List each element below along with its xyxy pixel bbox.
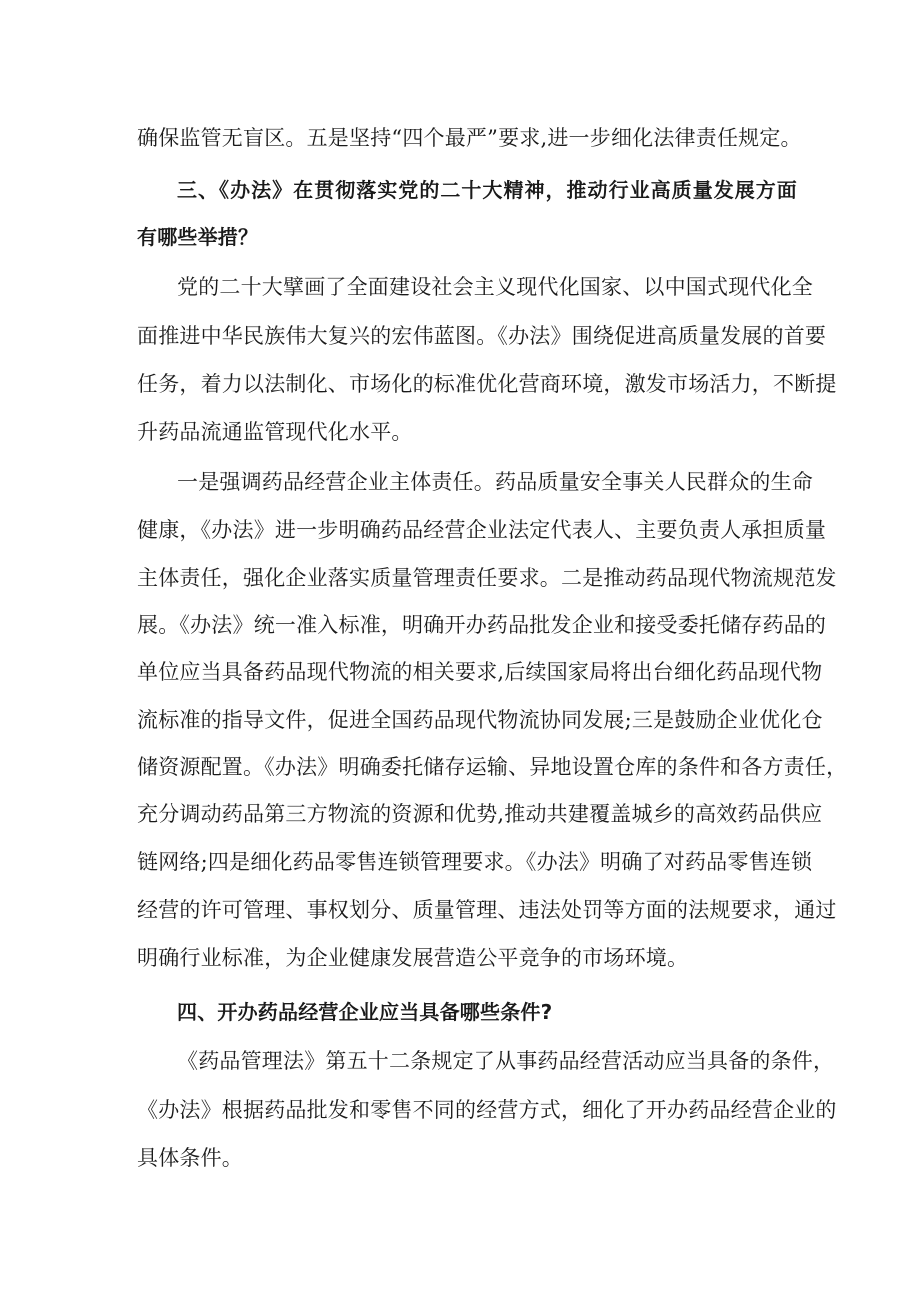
section-heading-3: 三、《办法》在贯彻落实党的二十大精神，推动行业高质量发展方面 — [177, 178, 797, 202]
paragraph-line: 《药品管理法》第五十二条规定了从事药品经营活动应当具备的条件， — [177, 1049, 835, 1073]
paragraph-line: 升药品流通监管现代化水平。 — [137, 420, 413, 444]
paragraph-line: 健康，《办法》进一步明确药品经营企业法定代表人、主要负责人承担质量 — [137, 518, 827, 542]
paragraph-line: 具体条件。 — [137, 1146, 243, 1170]
section-heading-4: 四、开办药品经营企业应当具备哪些条件? — [177, 1000, 553, 1024]
section-heading-3-cont: 有哪些举措？ — [137, 225, 259, 249]
paragraph-line: 面推进中华民族伟大复兴的宏伟蓝图。《办法》围绕促进高质量发展的首要 — [137, 324, 827, 348]
paragraph-line: 明确行业标准，为企业健康发展营造公平竞争的市场环境。 — [137, 946, 689, 970]
paragraph-line: 一是强调药品经营企业主体责任。药品质量安全事关人民群众的生命 — [177, 470, 813, 494]
paragraph-line: 主体责任，强化企业落实质量管理责任要求。二是推动药品现代物流规范发 — [137, 566, 837, 590]
paragraph-line: 《办法》根据药品批发和零售不同的经营方式，细化了开办药品经营企业的 — [137, 1098, 837, 1122]
paragraph-line: 任务，着力以法制化、市场化的标准优化营商环境，激发市场活力，不断提 — [137, 372, 837, 396]
paragraph-line: 链网络;四是细化药品零售连锁管理要求。《办法》明确了对药品零售连锁 — [137, 850, 813, 874]
paragraph-line: 展。《办法》统一准入标准，明确开办药品批发企业和接受委托储存药品的 — [137, 613, 827, 637]
paragraph-line: 经营的许可管理、事权划分、质量管理、违法处罚等方面的法规要求，通过 — [137, 898, 837, 922]
paragraph-line: 单位应当具备药品现代物流的相关要求,后续国家局将出台细化药品现代物 — [137, 660, 823, 684]
paragraph-line: 充分调动药品第三方物流的资源和优势,推动共建覆盖城乡的高效药品供应 — [137, 802, 823, 826]
paragraph-line: 党的二十大擘画了全面建设社会主义现代化国家、以中国式现代化全 — [177, 275, 813, 299]
paragraph-line: 确保监管无盲区。五是坚持“四个最严”要求,进一步细化法律责任规定。 — [137, 126, 802, 150]
paragraph-line: 储资源配置。《办法》明确委托储存运输、异地设置仓库的条件和各方责任， — [137, 755, 848, 779]
paragraph-line: 流标准的指导文件，促进全国药品现代物流协同发展;三是鼓励企业优化仓 — [137, 708, 823, 732]
